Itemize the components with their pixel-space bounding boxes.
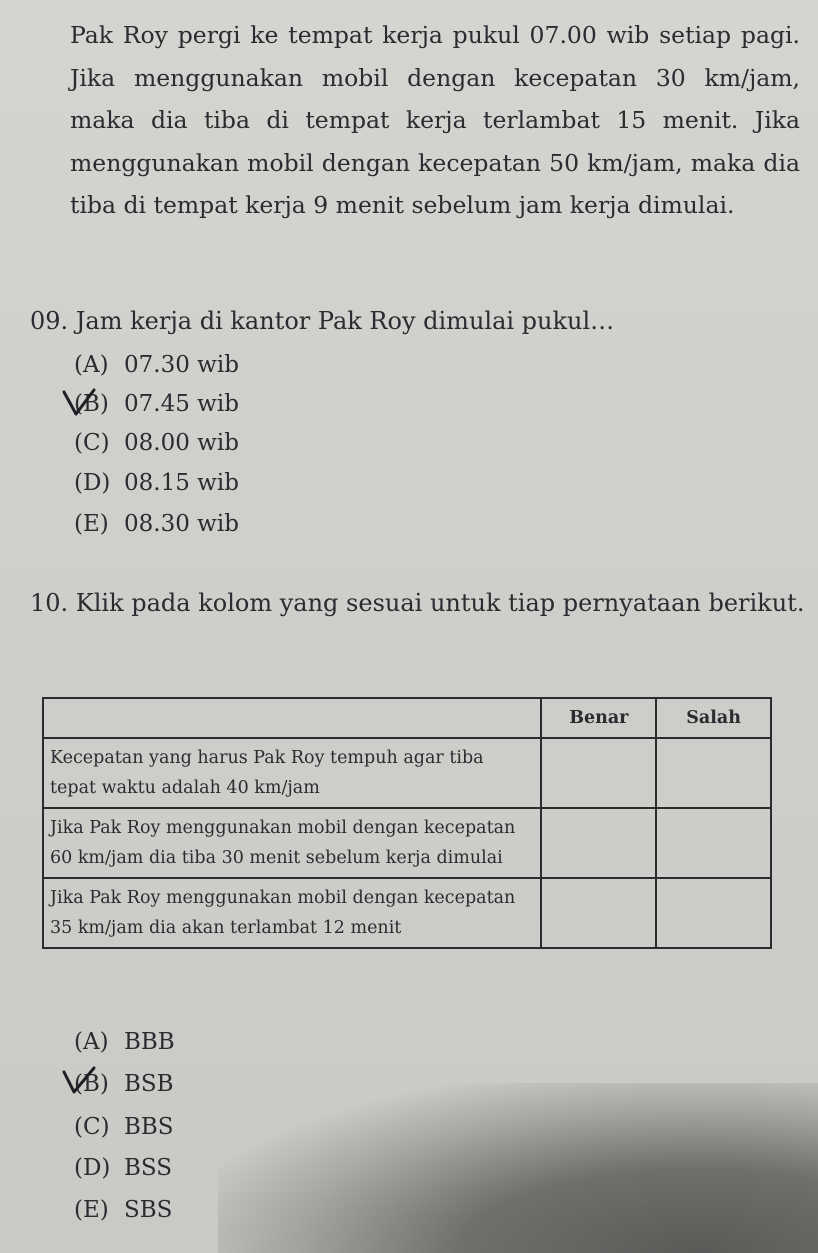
option-label: (C) [74, 430, 110, 456]
q10-option-d[interactable] [74, 1151, 172, 1185]
q10-option-e[interactable] [74, 1193, 172, 1227]
benar-cell[interactable] [541, 808, 656, 878]
shadow-overlay [218, 1083, 818, 1253]
q9-option-a[interactable] [74, 348, 239, 382]
q9-option-d[interactable] [74, 466, 239, 500]
option-text: SBS [124, 1197, 173, 1223]
option-text: BBB [124, 1029, 175, 1055]
table-row [43, 808, 771, 878]
option-text: 08.00 wib [124, 430, 239, 456]
option-label: (C) [74, 1114, 110, 1140]
option-label: (E) [74, 511, 109, 537]
option-text: 08.15 wib [124, 470, 239, 496]
statement-table [42, 697, 772, 949]
option-text: BSS [124, 1155, 173, 1181]
q9-option-b[interactable] [74, 387, 239, 421]
option-text: 07.30 wib [124, 352, 239, 378]
q9-option-c[interactable] [74, 426, 239, 460]
question-9: 09. Jam kerja di kantor Pak Roy dimulai pukul… [30, 307, 615, 335]
option-label: (E) [74, 1197, 109, 1223]
table-row [43, 738, 771, 808]
check-mark-icon [62, 1066, 96, 1096]
salah-cell[interactable] [656, 808, 771, 878]
statement-cell: Kecepatan yang harus Pak Roy tempuh agar tiba tepat waktu adalah 40 km/jam [43, 738, 541, 808]
question-10: 10. Klik pada kolom yang sesuai untuk tiap pernyataan berikut. [30, 589, 805, 617]
header-benar: Benar [541, 698, 656, 738]
table-row [43, 878, 771, 948]
option-label: (D) [74, 470, 111, 496]
header-salah: Salah [656, 698, 771, 738]
option-text: BBS [124, 1114, 174, 1140]
option-label: (A) [74, 1029, 109, 1055]
salah-cell[interactable] [656, 878, 771, 948]
option-text: 08.30 wib [124, 511, 239, 537]
q9-option-e[interactable] [74, 507, 239, 541]
option-label: (B) [74, 1071, 109, 1097]
statement-cell: Jika Pak Roy menggunakan mobil dengan kecepatan 60 km/jam dia tiba 30 menit sebelum kerja dimulai [43, 808, 541, 878]
option-label: (D) [74, 1155, 111, 1181]
header-statement [43, 698, 541, 738]
q10-option-c[interactable] [74, 1110, 174, 1144]
benar-cell[interactable] [541, 738, 656, 808]
statement-cell: Jika Pak Roy menggunakan mobil dengan kecepatan 35 km/jam dia akan terlambat 12 menit [43, 878, 541, 948]
option-text: BSB [124, 1071, 174, 1097]
option-label: (B) [74, 391, 109, 417]
option-label: (A) [74, 352, 109, 378]
problem-intro: Pak Roy pergi ke tempat kerja pukul 07.00 wib setiap pagi. Jika menggunakan mobil dengan kecepatan 30 km/jam, maka dia tiba di tempat kerja terlambat 15 menit. Jika menggunakan mobil dengan kecepatan 50 km/jam, maka dia tiba di tempat kerja 9 menit sebelum jam kerja dimulai. [70, 21, 800, 219]
table-header-row [43, 698, 771, 738]
q10-option-a[interactable] [74, 1025, 175, 1059]
benar-cell[interactable] [541, 878, 656, 948]
check-mark-icon [62, 388, 96, 418]
salah-cell[interactable] [656, 738, 771, 808]
option-text: 07.45 wib [124, 391, 239, 417]
